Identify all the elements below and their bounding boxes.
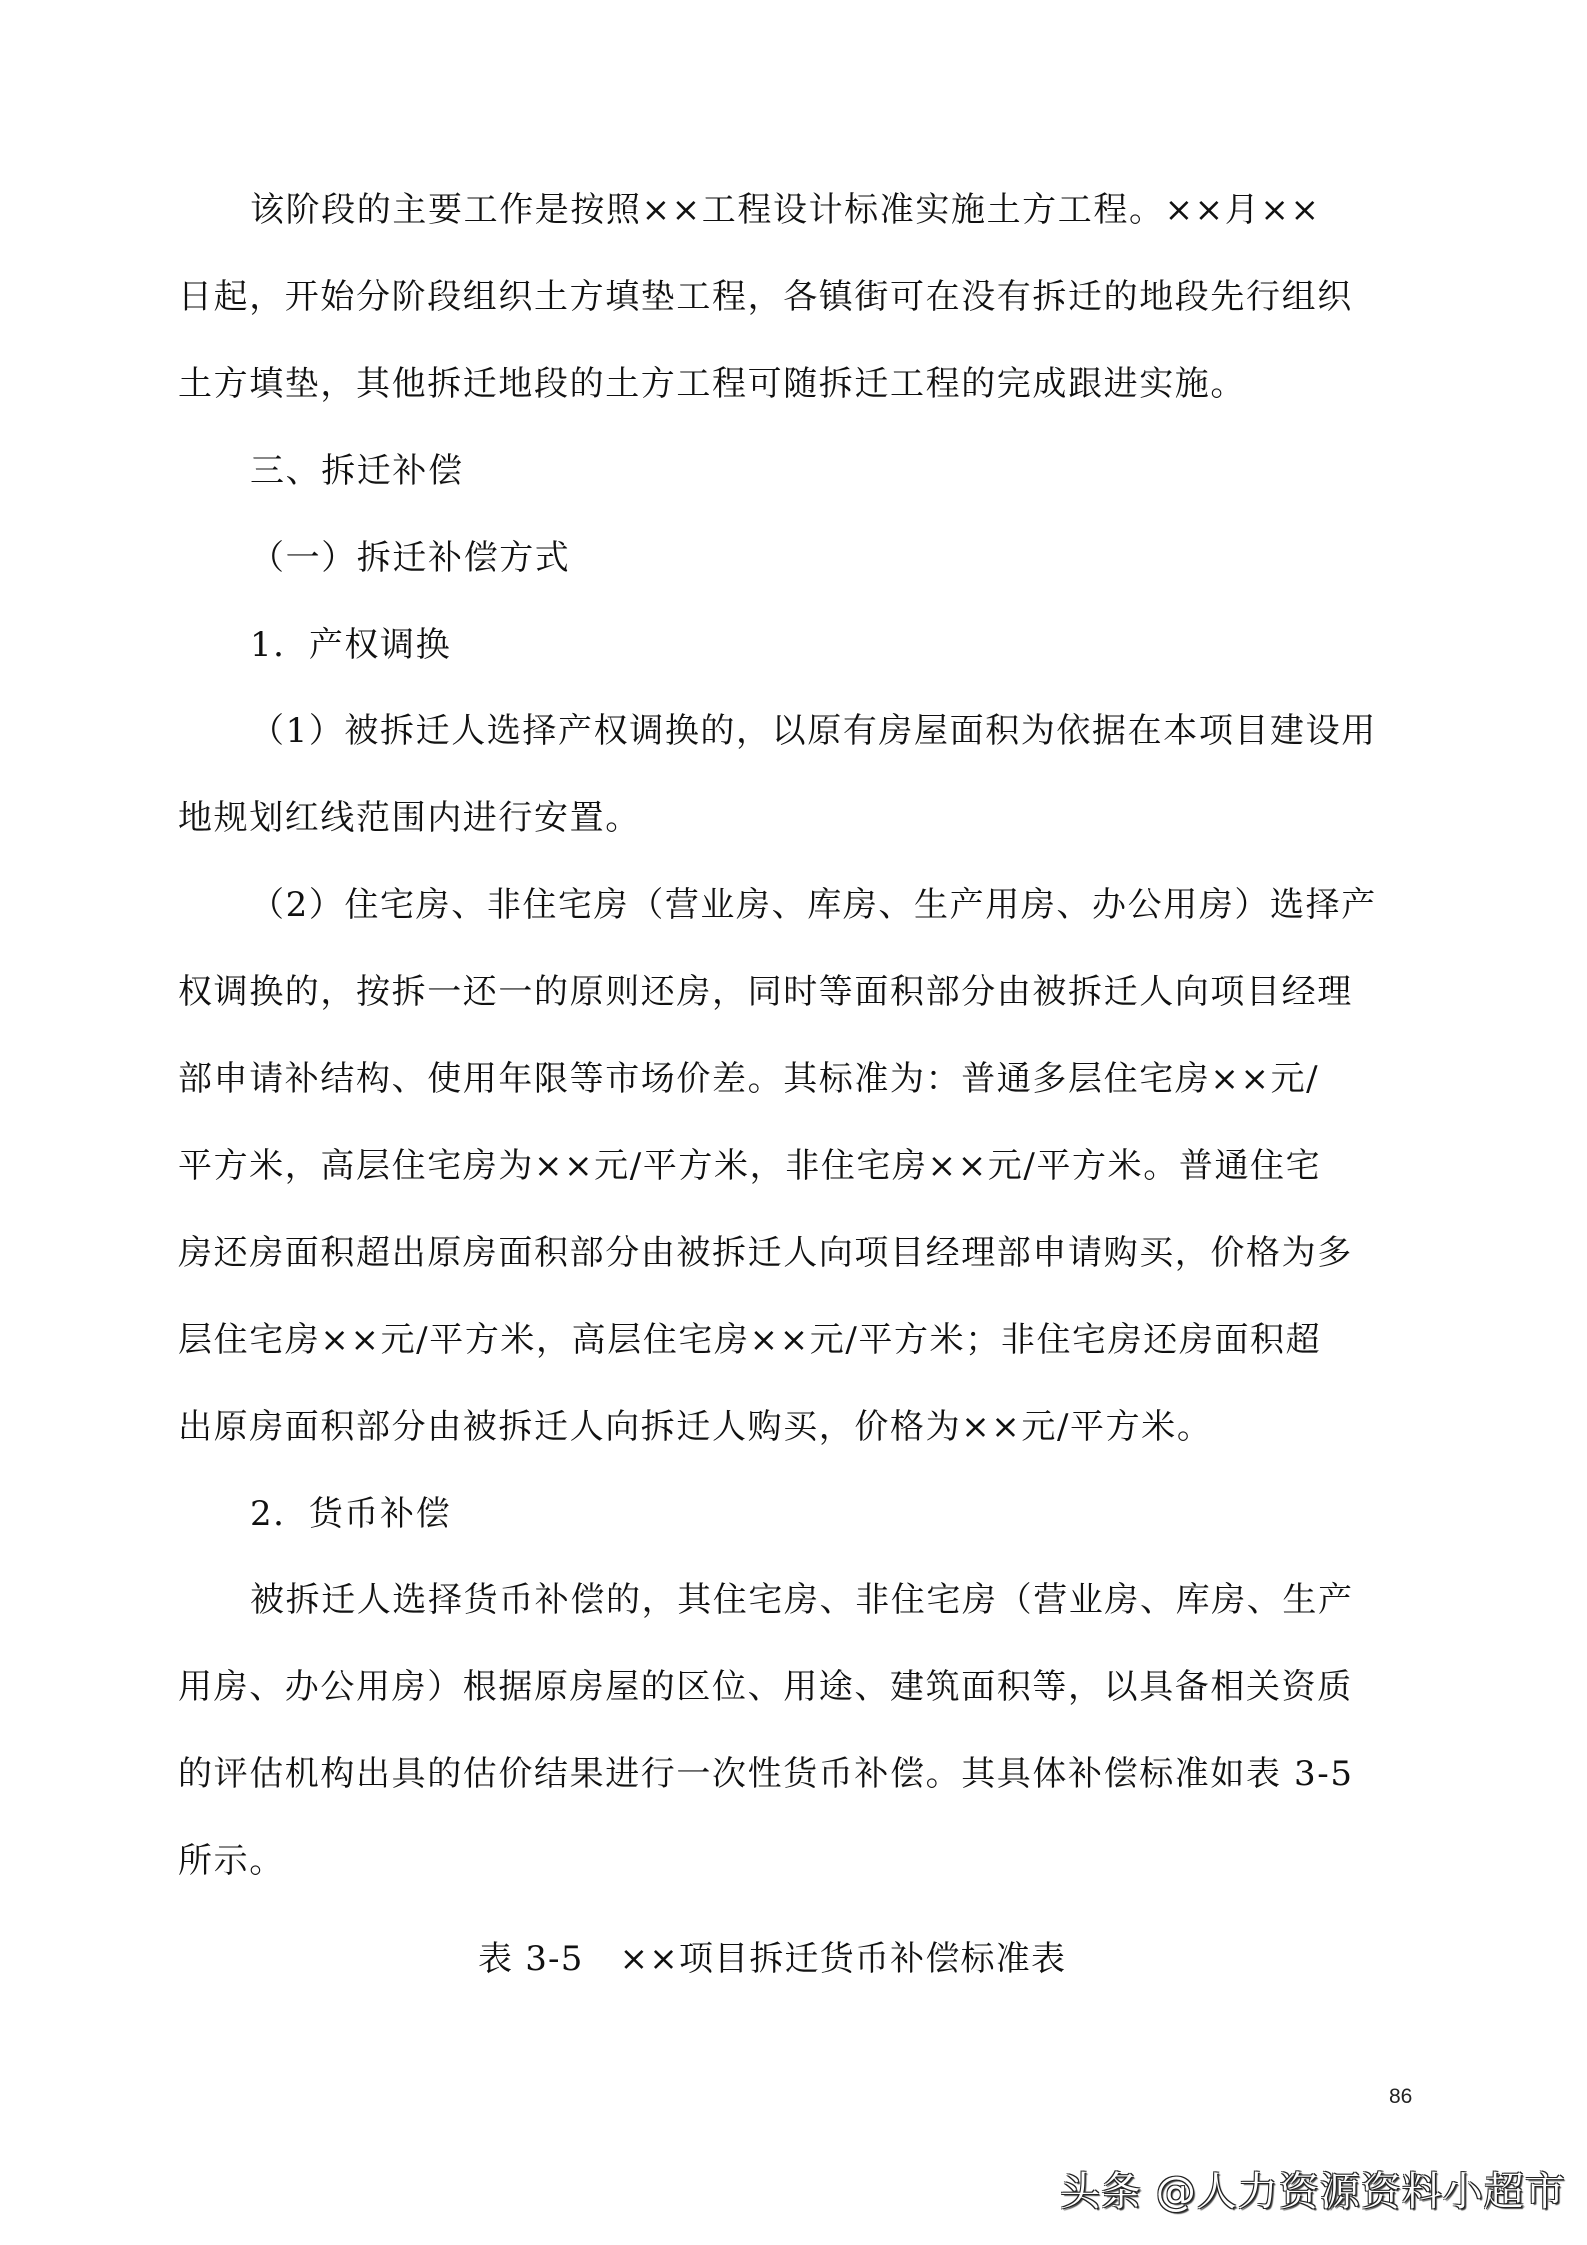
section-heading: 三、拆迁补偿	[250, 451, 464, 491]
item-heading: 1．产权调换	[250, 625, 452, 665]
paragraph-line: 日起，开始分阶段组织土方填垫工程，各镇街可在没有拆迁的地段先行组织	[178, 277, 1353, 317]
paragraph-line: 层住宅房××元/平方米，高层住宅房××元/平方米；非住宅房还房面积超	[178, 1320, 1322, 1360]
paragraph-line: 的评估机构出具的估价结果进行一次性货币补偿。其具体补偿标准如表 3-5	[178, 1754, 1354, 1794]
paragraph-line: 土方填垫，其他拆迁地段的土方工程可随拆迁工程的完成跟进实施。	[178, 364, 1246, 404]
paragraph-line: 地规划红线范围内进行安置。	[178, 798, 641, 838]
paragraph-line: 该阶段的主要工作是按照××工程设计标准实施土方工程。××月××	[250, 190, 1321, 230]
paragraph-line: 被拆迁人选择货币补偿的，其住宅房、非住宅房（营业房、库房、生产	[250, 1580, 1354, 1620]
paragraph-line: 所示。	[178, 1841, 285, 1881]
subsection-heading: （一）拆迁补偿方式	[250, 538, 571, 578]
page-number: 86	[1389, 2085, 1413, 2108]
paragraph-line: 权调换的，按拆一还一的原则还房，同时等面积部分由被拆迁人向项目经理	[178, 972, 1353, 1012]
paragraph-line: （2）住宅房、非住宅房（营业房、库房、生产用房、办公用房）选择产	[250, 885, 1377, 925]
table-caption: 表 3-5 ××项目拆迁货币补偿标准表	[478, 1939, 1067, 1979]
item-heading: 2．货币补偿	[250, 1494, 452, 1534]
paragraph-line: （1）被拆迁人选择产权调换的，以原有房屋面积为依据在本项目建设用	[250, 711, 1377, 751]
paragraph-line: 部申请补结构、使用年限等市场价差。其标准为：普通多层住宅房××元/	[178, 1059, 1320, 1099]
watermark: 头条 @人力资源资料小超市	[1060, 2169, 1566, 2215]
paragraph-line: 房还房面积超出原房面积部分由被拆迁人向项目经理部申请购买，价格为多	[178, 1233, 1353, 1273]
paragraph-line: 平方米，高层住宅房为××元/平方米，非住宅房××元/平方米。普通住宅	[178, 1146, 1322, 1186]
paragraph-line: 出原房面积部分由被拆迁人向拆迁人购买，价格为××元/平方米。	[178, 1407, 1213, 1447]
paragraph-line: 用房、办公用房）根据原房屋的区位、用途、建筑面积等，以具备相关资质	[178, 1667, 1353, 1707]
